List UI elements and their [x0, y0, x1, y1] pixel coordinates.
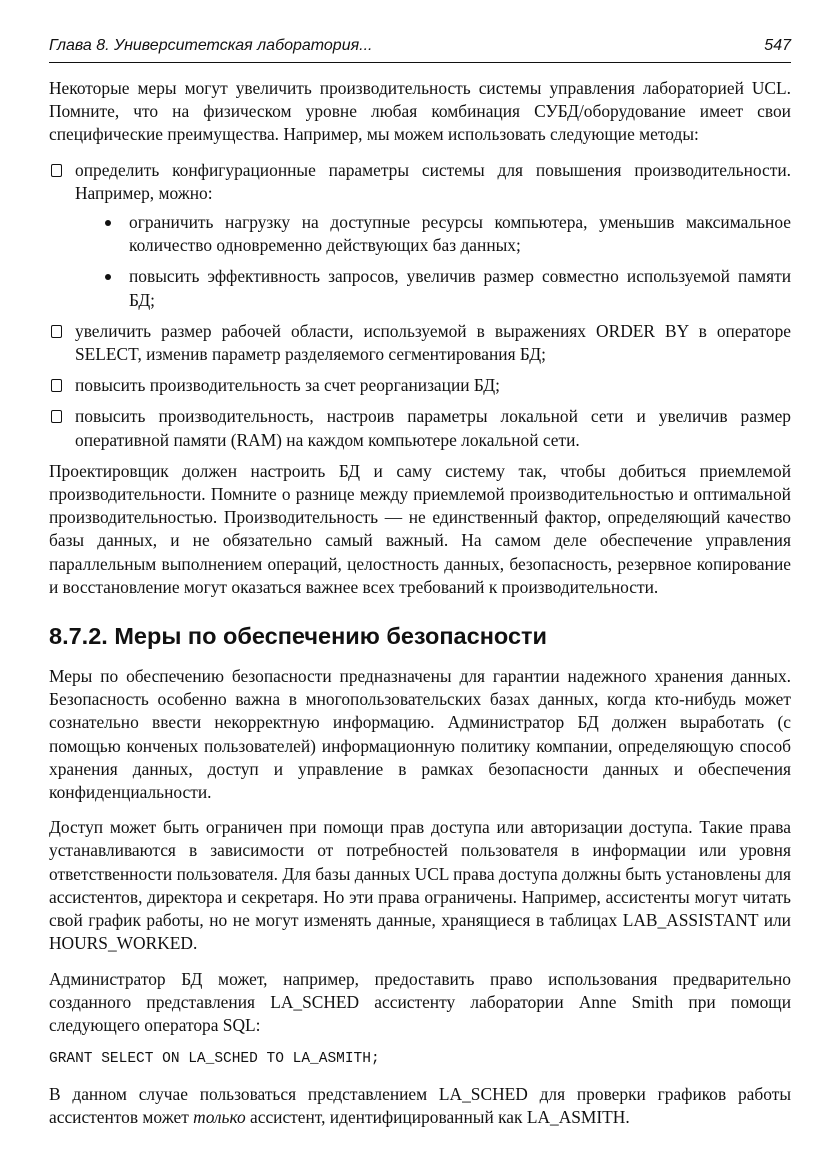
- square-bullet-icon: [51, 164, 62, 177]
- square-bullet-icon: [51, 410, 62, 423]
- list-item: [49, 320, 791, 366]
- emphasized-word: только: [193, 1107, 246, 1128]
- square-bullet-icon: [51, 325, 62, 338]
- page-number: 547: [764, 37, 791, 54]
- page-body: [49, 77, 791, 1130]
- sql-code-line: GRANT SELECT ON LA_SCHED TO LA_ASMITH;: [49, 1051, 380, 1068]
- list-item-text: увеличить размер рабочей области, используемой в выражениях ORDER BY в операторе SELECT, изменив параметр разделяемого сегментирования БД;: [75, 320, 791, 365]
- running-header: [49, 36, 791, 63]
- methods-list: [49, 159, 791, 452]
- security-paragraph-1: Меры по обеспечению безопасности предназначены для гарантии надежного хранения данных. Безопасность особенно важна в многопользовательских базах данных, когда кто-нибудь может сознательно ввести некорректную информацию. Администратор БД должен выработать (с помощью конченых пользователей) информационную политику компании, определяющую способ хранения данных, доступ и управление в рамках безопасности данных и обеспечения конфиденциальности.: [49, 666, 791, 803]
- book-page: [49, 36, 791, 1142]
- intro-paragraph: Некоторые меры могут увеличить производительность системы управления лабораторией UCL. Помните, что на физическом уровне любая комбинация СУБД/оборудование имеет свои специфические преимущества. Например, мы можем использовать следующие методы:: [49, 78, 791, 145]
- list-item-text: повысить производительность, настроив параметры локальной сети и увеличив размер оперативной памяти (RAM) на каждом компьютере локальной сети.: [75, 406, 791, 450]
- list-item: [49, 374, 791, 397]
- paragraph-text-start: В данном случае пользоваться представлением LA_SCHED для проверки графиков работы ассистентов может: [49, 1084, 791, 1128]
- square-bullet-icon: [51, 379, 62, 392]
- sub-list-item: [75, 265, 791, 311]
- list-item: [49, 405, 791, 451]
- security-paragraph-2: Доступ может быть ограничен при помощи прав доступа или авторизации доступа. Такие права устанавливаются в зависимости от потребностей пользователя в информации или уровня ответственности пользователя. Для базы данных UCL права доступа должны быть установлены для ассистентов, директора и секретаря. Но эти права ограничены. Например, ассистенты могут читать свой график работы, но не могут изменять данные, хранящиеся в таблицах LAB_ASSISTANT или HOURS_WORKED.: [49, 817, 791, 954]
- sub-list-item: [75, 211, 791, 257]
- dot-bullet-icon: [105, 274, 111, 280]
- list-item-text: определить конфигурационные параметры системы для повышения производительности. Например, можно:: [75, 159, 791, 203]
- security-paragraph-4: [49, 1083, 791, 1129]
- performance-paragraph: Проектировщик должен настроить БД и саму систему так, чтобы добиться приемлемой производительности. Помните о разнице между приемлемой производительностью и оптимальной производительностью. Производительность — не единственный фактор, определяющий качество базы данных, и не обязательно самый важный. На самом деле обеспечение управления параллельным выполнением операций, целостность данных, безопасность, резервное копирование и восстановление могут оказаться важнее всех требований к производительности.: [49, 460, 791, 597]
- sub-list: [75, 211, 791, 312]
- list-item: [49, 159, 791, 312]
- paragraph-text-end: ассистент, идентифицированный как LA_ASMITH.: [245, 1107, 630, 1128]
- sub-list-item-text: повысить эффективность запросов, увеличив размер совместно используемой памяти БД;: [129, 266, 791, 310]
- list-item-text: повысить производительность за счет реорганизации БД;: [75, 375, 500, 396]
- chapter-title: Глава 8. Университетская лаборатория...: [49, 37, 373, 54]
- sub-list-item-text: ограничить нагрузку на доступные ресурсы компьютера, уменьшив максимальное количество одновременно действующих баз данных;: [129, 212, 791, 256]
- dot-bullet-icon: [105, 220, 111, 226]
- section-heading: 8.7.2. Меры по обеспечению безопасности: [49, 623, 547, 650]
- security-paragraph-3: Администратор БД может, например, предоставить право использования предварительно созданного представления LA_SCHED ассистенту лаборатории Anne Smith при помощи следующего оператора SQL:: [49, 968, 791, 1035]
